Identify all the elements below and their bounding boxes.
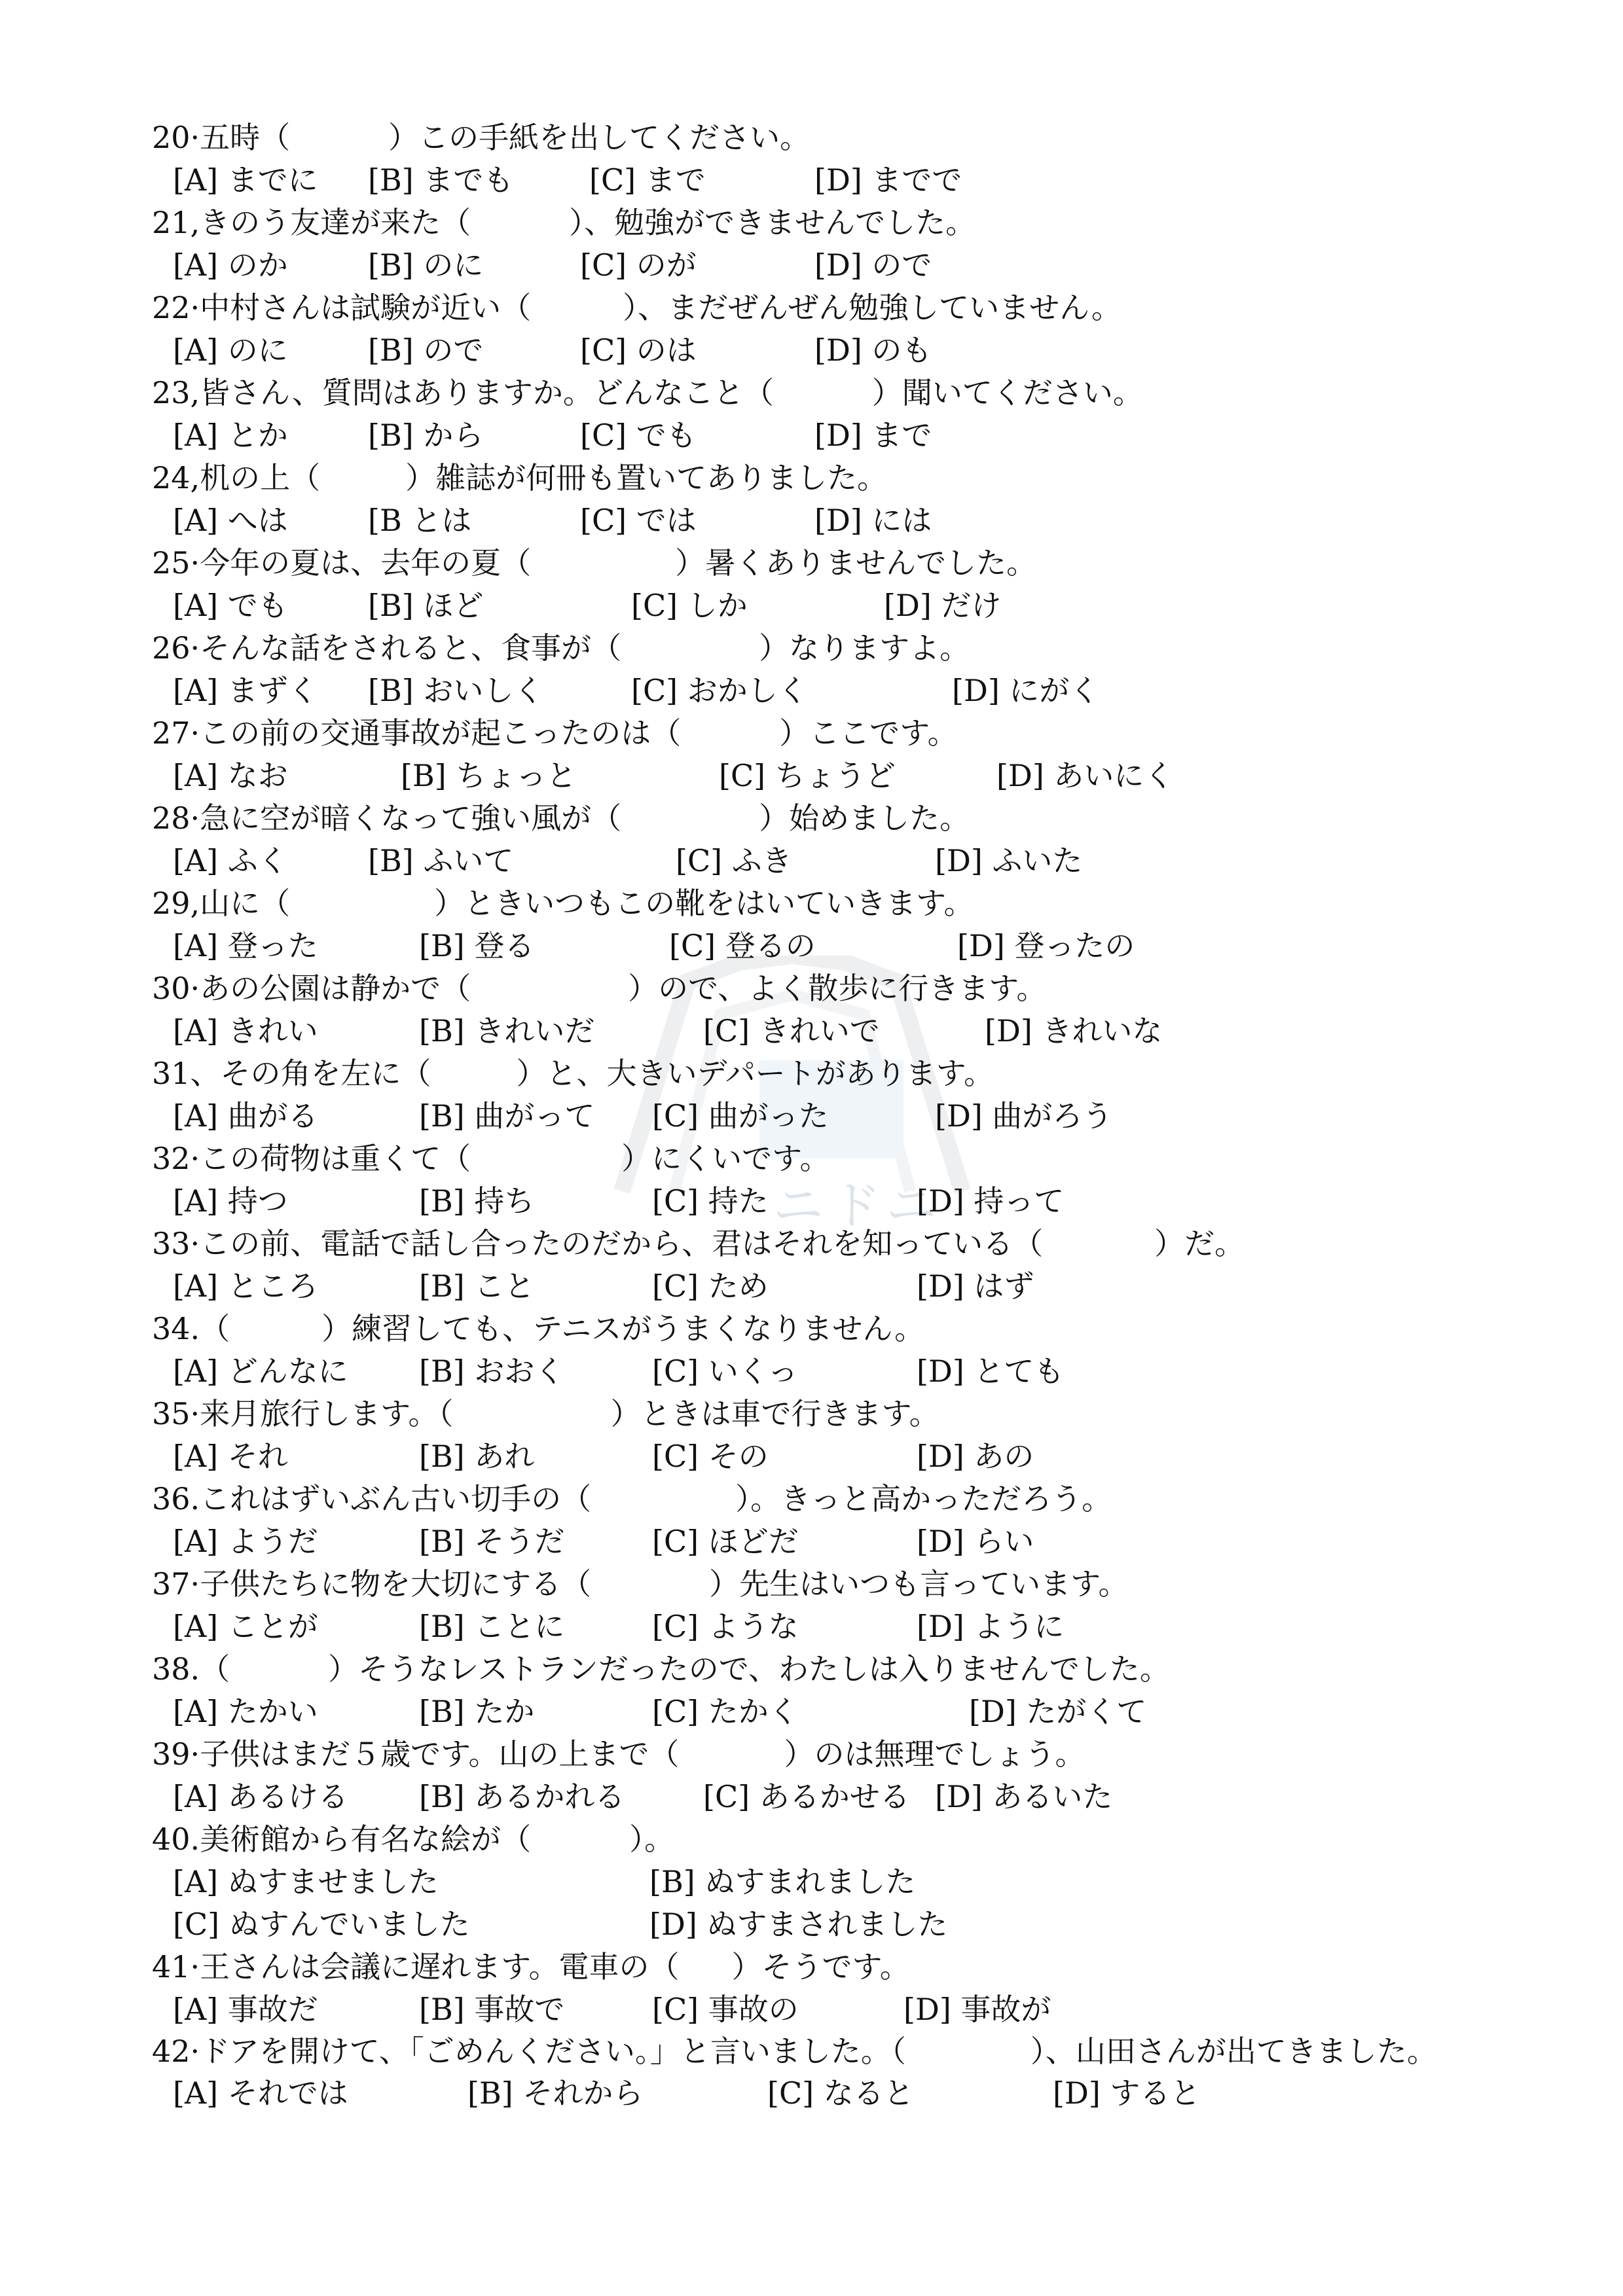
option-3[interactable]: [D] だけ <box>884 588 1002 623</box>
option-3[interactable]: [D] あいにく <box>996 758 1175 793</box>
question-17 <box>152 1563 1514 1605</box>
question-number: 20· <box>152 120 200 155</box>
options-row-8 <box>152 840 1514 882</box>
question-text-after: ）雑誌が何冊も置いてありました。 <box>405 460 888 495</box>
option-1[interactable]: [B] ぬすまれました <box>649 1864 916 1899</box>
question-list <box>152 117 1514 2115</box>
option-2[interactable]: [C] のが <box>580 247 697 283</box>
option-3[interactable]: [D] 曲がろう <box>935 1098 1113 1134</box>
question-5 <box>152 542 1514 584</box>
question-text-before: 子供はまだ５歳です。山の上まで（ <box>200 1736 680 1772</box>
option-1[interactable]: [B] 曲がって <box>419 1098 595 1134</box>
option-0[interactable]: [A] ことが <box>173 1609 318 1644</box>
option-1[interactable]: [B] ふいて <box>368 843 514 878</box>
option-1[interactable]: [B] あるかれる <box>419 1779 625 1814</box>
question-number: 29, <box>152 886 200 921</box>
option-1[interactable]: [B] 持ち <box>419 1183 535 1219</box>
option-1[interactable]: [B] から <box>368 418 484 453</box>
option-2[interactable]: [C] 持た <box>652 1183 769 1219</box>
question-number: 36. <box>152 1481 200 1516</box>
options-row-5 <box>152 584 1514 627</box>
question-text-after: ）。 <box>629 1821 675 1857</box>
question-number: 32· <box>152 1141 200 1176</box>
options-row-18 <box>152 1691 1514 1733</box>
option-0[interactable]: [C] ぬすんでいました <box>173 1907 470 1942</box>
question-number: 37· <box>152 1566 200 1602</box>
options-row-1 <box>152 244 1514 287</box>
options-row-0 <box>152 159 1514 202</box>
option-1[interactable]: [B] までも <box>368 162 514 198</box>
option-0[interactable]: [A] 登った <box>173 928 318 963</box>
question-number: 28· <box>152 800 200 836</box>
question-9 <box>152 882 1514 925</box>
options-row-23 <box>152 2072 1514 2115</box>
question-number: 42· <box>152 2034 200 2069</box>
option-0[interactable]: [A] ふく <box>173 843 288 878</box>
question-13 <box>152 1223 1514 1265</box>
question-text-before: 山に（ <box>200 886 291 921</box>
question-text-after: ）なりますよ。 <box>759 630 970 666</box>
option-2[interactable]: [C] でも <box>580 418 697 453</box>
option-3[interactable]: [D] にがく <box>952 673 1100 708</box>
question-text-after: ）この手紙を出してください。 <box>388 120 811 155</box>
question-text-before: そんな話をされると、食事が（ <box>200 630 622 666</box>
options-row-19 <box>152 1776 1514 1818</box>
question-text-before: ドアを開けて、「ごめんください。」と言いました。（ <box>200 2034 906 2069</box>
question-number: 41· <box>152 1949 200 1984</box>
option-0[interactable]: [A] きれい <box>173 1013 318 1049</box>
question-12 <box>152 1138 1514 1180</box>
options-row-16 <box>152 1520 1514 1563</box>
option-2[interactable]: [C] おかしく <box>631 673 808 708</box>
options-row-4 <box>152 499 1514 542</box>
question-14 <box>152 1308 1514 1350</box>
option-0[interactable]: [A] へは <box>173 503 288 538</box>
option-0[interactable]: [A] まずく <box>173 673 318 708</box>
option-0[interactable]: [A] それでは <box>173 2075 348 2111</box>
option-3[interactable]: [D] ふいた <box>935 843 1083 878</box>
option-3[interactable]: [D] とても <box>917 1354 1065 1389</box>
question-text-after: ）、まだぜんぜん勉強していません。 <box>623 290 1122 325</box>
option-3[interactable]: [D] きれいな <box>985 1013 1163 1049</box>
question-18 <box>152 1648 1514 1691</box>
option-0[interactable]: [A] のに <box>173 332 288 368</box>
option-2[interactable]: [C] 曲がった <box>652 1098 829 1134</box>
option-1[interactable]: [B] 登る <box>419 928 535 963</box>
question-text-before: この荷物は重くて（ <box>200 1141 471 1176</box>
question-text-before: 美術館から有名な絵が（ <box>200 1821 532 1857</box>
option-2[interactable]: [C] しか <box>631 588 748 623</box>
option-1[interactable]: [B] それから <box>467 2075 644 2111</box>
question-text-after: ）そうなレストランだったので、わたしは入りませんでした。 <box>328 1651 1170 1687</box>
option-1[interactable]: [B] おいしく <box>368 673 544 708</box>
option-3[interactable]: [D] のも <box>814 332 932 368</box>
option-2[interactable]: [C] 事故の <box>652 1992 799 2027</box>
options-row-10 <box>152 1010 1514 1052</box>
question-23 <box>152 2031 1494 2072</box>
question-text-after: ）ここです。 <box>779 715 958 751</box>
question-number: 21, <box>152 205 200 240</box>
question-number: 22· <box>152 290 200 325</box>
question-7 <box>152 712 1514 755</box>
question-11 <box>152 1052 1514 1095</box>
option-3[interactable]: [D] はず <box>917 1268 1034 1304</box>
question-text-after: ）にくいです。 <box>621 1141 830 1176</box>
question-8 <box>152 797 1514 840</box>
question-19 <box>152 1733 1514 1776</box>
option-0[interactable]: [A] のか <box>173 247 288 283</box>
option-2[interactable]: [C] あるかせる <box>703 1779 910 1814</box>
option-3[interactable]: [D] 登ったの <box>957 928 1135 963</box>
options-row-17 <box>152 1605 1514 1648</box>
question-15 <box>152 1393 1514 1435</box>
question-text-after: ）練習しても、テニスがうまくなりません。 <box>321 1311 925 1346</box>
option-0[interactable]: [A] ようだ <box>173 1524 318 1559</box>
question-text-after: ）暑くありませんでした。 <box>675 545 1037 581</box>
option-0[interactable]: [A] までに <box>173 162 318 198</box>
option-0[interactable]: [A] なお <box>173 758 288 793</box>
option-0[interactable]: [A] 持つ <box>173 1183 288 1219</box>
option-3[interactable]: [D] ように <box>917 1609 1065 1644</box>
option-3[interactable]: [D] あるいた <box>935 1779 1113 1814</box>
options-row-9 <box>152 925 1514 967</box>
option-1[interactable]: [B] ことに <box>419 1609 565 1644</box>
option-0[interactable]: [A] 事故だ <box>173 1992 318 2027</box>
option-0[interactable]: [A] 曲がる <box>173 1098 318 1134</box>
question-20 <box>152 1818 1514 1861</box>
options-row-21 <box>152 1903 1514 1946</box>
question-16 <box>152 1478 1514 1520</box>
option-2[interactable]: [C] いくっ <box>652 1354 798 1389</box>
option-1[interactable]: [B] あれ <box>419 1439 535 1474</box>
option-1[interactable]: [B] 事故で <box>419 1992 565 2027</box>
option-1[interactable]: [D] ぬすまされました <box>649 1907 948 1942</box>
option-1[interactable]: [B] ちょっと <box>401 758 577 793</box>
question-number: 26· <box>152 630 200 666</box>
question-text-after: ）。きっと高かっただろう。 <box>735 1481 1112 1516</box>
options-row-2 <box>152 329 1514 372</box>
option-1[interactable]: [B] のに <box>368 247 484 283</box>
question-text-before: 子供たちに物を大切にする（ <box>200 1566 592 1602</box>
question-6 <box>152 627 1514 670</box>
question-text-after: ）と、大きいデパートがあります。 <box>516 1056 994 1091</box>
question-number: 23, <box>152 375 200 410</box>
option-2[interactable]: [C] まで <box>589 162 706 198</box>
question-number: 34. <box>152 1311 200 1346</box>
question-text-after: ）ときいつもこの靴をはいていきます。 <box>434 886 974 921</box>
option-3[interactable]: [D] すると <box>1053 2075 1201 2111</box>
options-row-14 <box>152 1350 1514 1393</box>
option-1[interactable]: [B] きれいだ <box>419 1013 595 1049</box>
question-10 <box>152 967 1514 1010</box>
question-text-before: 急に空が暗くなって強い風が（ <box>200 800 622 836</box>
options-row-3 <box>152 414 1514 457</box>
option-0[interactable]: [A] それ <box>173 1439 288 1474</box>
question-text-before: あの公園は静かで（ <box>200 971 471 1006</box>
question-number: 38. <box>152 1651 200 1687</box>
option-3[interactable]: [D] たがくて <box>969 1694 1147 1729</box>
options-row-22 <box>152 1988 1514 2031</box>
option-1[interactable]: [B とは <box>368 503 472 538</box>
question-22 <box>152 1946 1514 1988</box>
option-0[interactable]: [A] どんなに <box>173 1354 348 1389</box>
question-number: 24, <box>152 460 200 495</box>
question-text-after: ）、勉強ができませんでした。 <box>569 205 976 240</box>
question-number: 40. <box>152 1821 200 1857</box>
option-1[interactable]: [B] ほど <box>368 588 484 623</box>
question-text-after: ）ときは車で行きます。 <box>610 1396 939 1431</box>
option-3[interactable]: [D] までで <box>814 162 962 198</box>
question-text-before: 皆さん、質問はありますか。どんなこと（ <box>200 375 774 410</box>
question-1 <box>152 202 1514 244</box>
question-text-before: （ <box>200 1651 230 1687</box>
question-text-before: 来月旅行します。（ <box>200 1396 454 1431</box>
question-text-before: 王さんは会議に遅れます。電車の（ <box>200 1949 680 1984</box>
option-2[interactable]: [C] ふき <box>676 843 792 878</box>
question-3 <box>152 372 1514 414</box>
question-text-after: ）聞いてください。 <box>871 375 1143 410</box>
option-2[interactable]: [C] きれいで <box>703 1013 880 1049</box>
options-row-11 <box>152 1095 1514 1138</box>
question-text-before: 今年の夏は、去年の夏（ <box>200 545 532 581</box>
options-row-12 <box>152 1180 1514 1223</box>
question-text-before: （ <box>200 1311 230 1346</box>
option-1[interactable]: [B] たか <box>419 1694 535 1729</box>
option-0[interactable]: [A] ところ <box>173 1268 318 1304</box>
options-row-15 <box>152 1435 1514 1478</box>
question-text-after: ）、山田さんが出てきました。 <box>1030 2034 1437 2069</box>
question-text-before: 机の上（ <box>200 460 321 495</box>
option-3[interactable]: [D] には <box>814 503 932 538</box>
option-3[interactable]: [D] まで <box>814 418 932 453</box>
option-2[interactable]: [C] その <box>652 1439 769 1474</box>
option-0[interactable]: [A] とか <box>173 418 288 453</box>
option-2[interactable]: [C] では <box>580 503 697 538</box>
question-text-before: これはずいぶん古い切手の（ <box>200 1481 592 1516</box>
question-4 <box>152 457 1514 499</box>
option-2[interactable]: [C] ちょうど <box>719 758 896 793</box>
question-number: 39· <box>152 1736 200 1772</box>
question-text-after: ）始めました。 <box>759 800 970 836</box>
question-2 <box>152 287 1514 329</box>
question-text-before: 五時（ <box>200 120 291 155</box>
question-number: 35· <box>152 1396 200 1431</box>
question-text-before: 中村さんは試験が近い（ <box>200 290 532 325</box>
option-2[interactable]: [C] のは <box>580 332 697 368</box>
option-3[interactable]: [D] あの <box>917 1439 1034 1474</box>
option-0[interactable]: [A] ぬすませました <box>173 1864 439 1899</box>
question-number: 33· <box>152 1226 200 1261</box>
option-3[interactable]: [D] 持って <box>917 1183 1065 1219</box>
option-0[interactable]: [A] あるける <box>173 1779 348 1814</box>
question-number: 25· <box>152 545 200 581</box>
question-text-after: ）だ。 <box>1154 1226 1245 1261</box>
options-row-6 <box>152 670 1514 712</box>
option-3[interactable]: [D] ので <box>814 247 932 283</box>
question-text-before: この前、電話で話し合ったのだから、君はそれを知っている（ <box>200 1226 1044 1261</box>
option-1[interactable]: [B] ので <box>368 332 484 368</box>
options-row-7 <box>152 755 1514 797</box>
options-row-13 <box>152 1265 1514 1308</box>
option-3[interactable]: [D] らい <box>917 1524 1034 1559</box>
option-3[interactable]: [D] 事故が <box>903 1992 1051 2027</box>
question-text-after: ）先生はいつも言っています。 <box>709 1566 1129 1602</box>
option-2[interactable]: [C] たかく <box>652 1694 799 1729</box>
option-2[interactable]: [C] ような <box>652 1609 799 1644</box>
option-0[interactable]: [A] たかい <box>173 1694 318 1729</box>
question-text-before: その角を左に（ <box>220 1056 431 1091</box>
question-number: 31、 <box>152 1056 221 1091</box>
option-2[interactable]: [C] なると <box>767 2075 914 2111</box>
watermark-text: ニドニ <box>773 1177 943 1236</box>
question-number: 27· <box>152 715 200 751</box>
option-1[interactable]: [B] こと <box>419 1268 535 1304</box>
question-text-after: ）そうです。 <box>731 1949 910 1984</box>
option-2[interactable]: [C] 登るの <box>669 928 816 963</box>
question-text-before: この前の交通事故が起こったのは（ <box>200 715 682 751</box>
question-text-after: ）ので、よく散歩に行きます。 <box>628 971 1047 1006</box>
option-0[interactable]: [A] でも <box>173 588 288 623</box>
options-row-20 <box>152 1861 1514 1903</box>
question-number: 30· <box>152 971 200 1006</box>
question-text-after: ）のは無理でしょう。 <box>784 1736 1085 1772</box>
question-text-before: きのう友達が来た（ <box>200 205 471 240</box>
option-1[interactable]: [B] そうだ <box>419 1524 565 1559</box>
option-1[interactable]: [B] おおく <box>419 1354 565 1389</box>
option-2[interactable]: [C] ため <box>652 1268 769 1304</box>
option-2[interactable]: [C] ほどだ <box>652 1524 799 1559</box>
question-0 <box>152 117 1514 159</box>
